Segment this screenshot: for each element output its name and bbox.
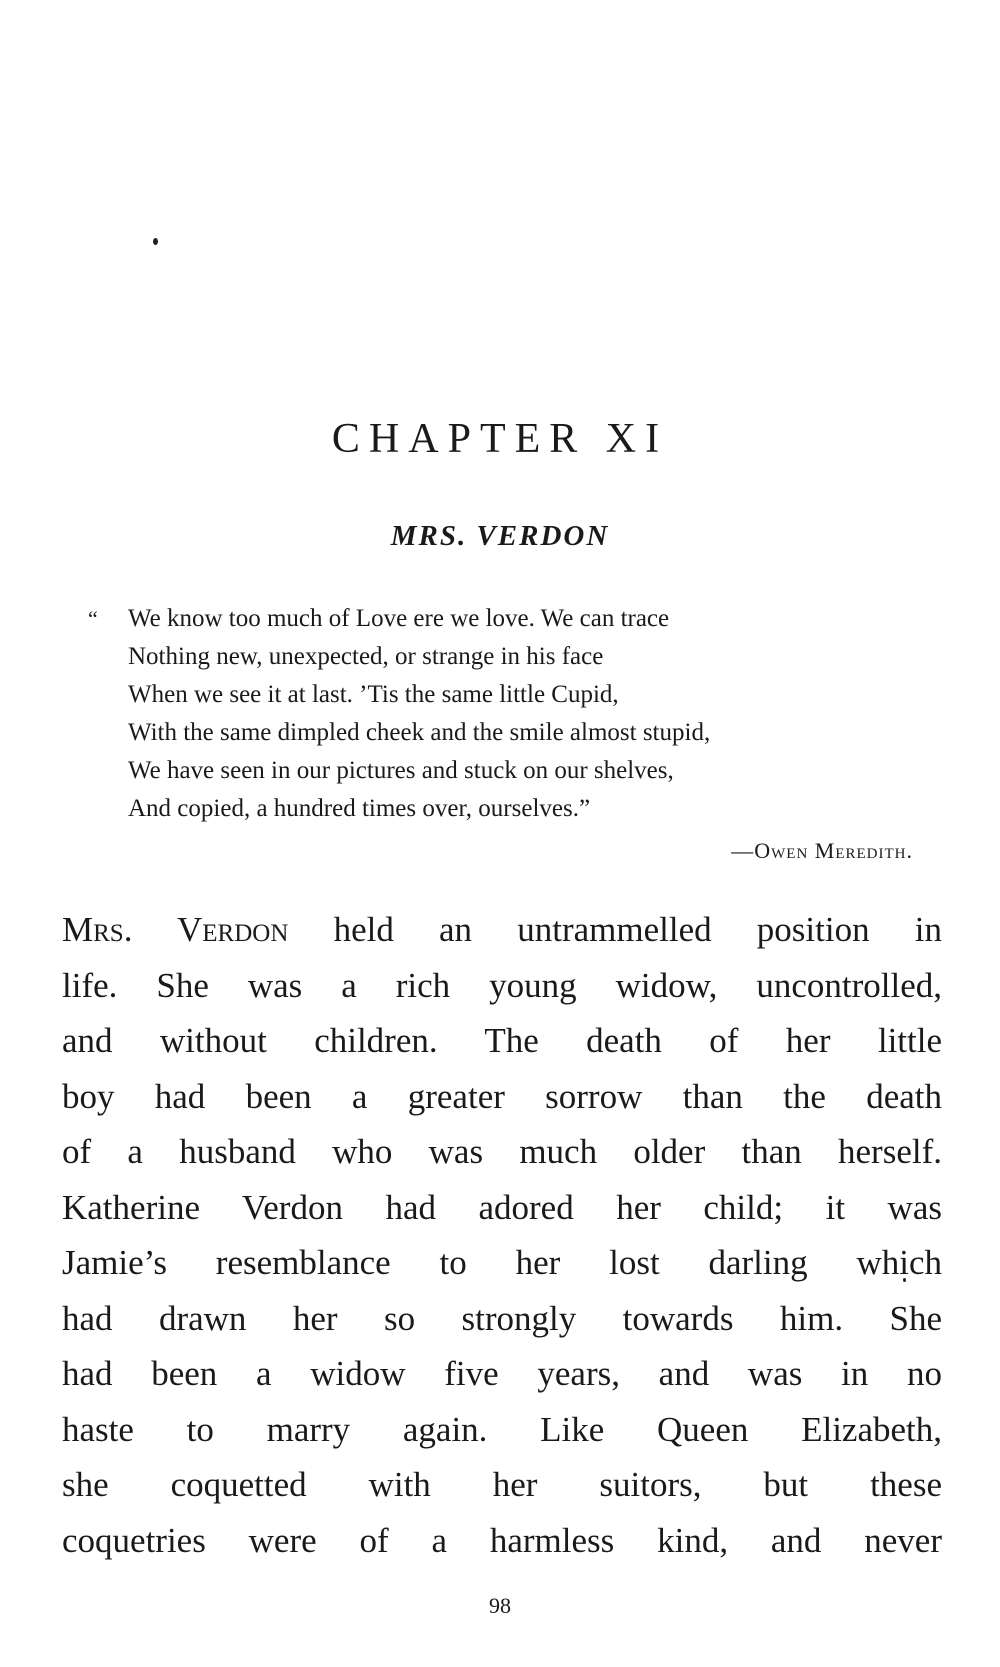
epigraph-line: Nothing new, unexpected, or strange in his face bbox=[128, 643, 604, 670]
body-line: Katherine Verdon had adored her child; it was bbox=[62, 1187, 942, 1227]
body-line: Jamie’s resemblance to her lost darling which bbox=[62, 1243, 942, 1282]
epigraph-line: With the same dimpled cheek and the smile almost stupid, bbox=[128, 719, 711, 746]
epigraph-line bbox=[88, 600, 968, 638]
epigraph-attribution: —Owen Meredith. bbox=[731, 838, 913, 863]
body-line: life. She was a rich young widow, uncontrolled, bbox=[62, 965, 942, 1005]
epigraph-line: We have seen in our pictures and stuck on our shelves, bbox=[128, 757, 674, 784]
epigraph-open-quote: “ bbox=[88, 606, 98, 631]
body-line: haste to marry again. Like Queen Elizabeth, bbox=[62, 1409, 942, 1449]
body-line: coquetries were of a harmless kind, and never bbox=[62, 1520, 942, 1560]
epigraph-line: When we see it at last. ’Tis the same little Cupid, bbox=[128, 681, 619, 708]
body-line: had been a widow five years, and was in no bbox=[62, 1354, 942, 1393]
body-line: had drawn her so strongly towards him. She bbox=[62, 1298, 942, 1338]
page-number: 98 bbox=[489, 1593, 511, 1618]
epigraph-line: And copied, a hundred times over, ourselves.” bbox=[128, 795, 591, 822]
chapter-heading: CHAPTER XI bbox=[331, 416, 669, 462]
epigraph bbox=[88, 600, 968, 828]
body-line: boy had been a greater sorrow than the death bbox=[62, 1076, 942, 1116]
body-line: she coquetted with her suitors, but these bbox=[62, 1465, 942, 1504]
body-paragraph bbox=[62, 902, 942, 1568]
epigraph-line-text: We know too much of Love ere we love. We can trace bbox=[128, 605, 670, 632]
chapter-subtitle: MRS. VERDON bbox=[390, 520, 610, 552]
body-line-text: held an untrammelled position in bbox=[288, 910, 942, 949]
lead-name: Mrs. Verdon bbox=[62, 910, 289, 949]
body-line: and without children. The death of her little bbox=[62, 1021, 942, 1060]
body-line: of a husband who was much older than herself. bbox=[62, 1132, 942, 1171]
ink-speck bbox=[153, 238, 158, 245]
body-line bbox=[62, 902, 942, 958]
